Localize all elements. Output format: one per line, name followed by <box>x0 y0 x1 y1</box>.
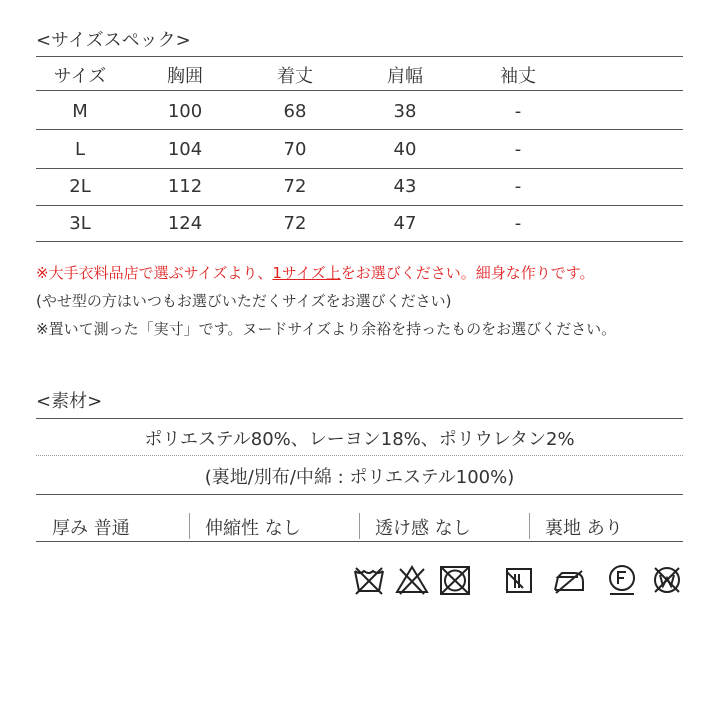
material-sub: (裏地/別布/中綿 : ポリエステル100%) <box>204 467 515 488</box>
table-bottom-rule <box>36 241 683 242</box>
attr-value: なし <box>434 518 471 539</box>
size-note-measurement: ※置いて測った「実寸」です。ヌードサイズより余裕を持ったものをお選びください。 <box>36 320 617 338</box>
table-cell: 2L <box>69 176 91 197</box>
table-cell: L <box>74 139 86 160</box>
attr-separator <box>359 513 360 539</box>
size-spec-heading: <サイズスペック> <box>36 30 191 51</box>
table-cell: 124 <box>167 213 203 234</box>
table-cell: - <box>514 176 522 197</box>
table-top-rule <box>36 56 683 57</box>
no-tumble-dry-icon <box>438 563 472 597</box>
table-cell: 100 <box>167 101 203 122</box>
attr-sheerness <box>375 514 471 540</box>
attr-label: 裏地 <box>545 518 581 539</box>
material-bottom-rule <box>36 494 683 495</box>
table-cell: 104 <box>167 139 203 160</box>
table-cell: 3L <box>69 213 91 234</box>
no-bleach-icon <box>395 563 429 597</box>
table-cell: - <box>514 213 522 234</box>
attributes-bottom-rule <box>36 541 683 542</box>
size-note-highlight <box>36 262 595 283</box>
material-main: ポリエステル80%、レーヨン18%、ポリウレタン2% <box>144 429 575 450</box>
line-dry-shade-icon <box>503 563 537 597</box>
attr-value: あり <box>586 518 623 539</box>
table-cell: 112 <box>167 176 203 197</box>
table-cell: 40 <box>393 139 417 160</box>
no-wash-icon <box>352 563 386 597</box>
table-cell: 72 <box>283 176 307 197</box>
size-note-text: ※大手衣料品店で選ぶサイズより、 <box>36 264 273 282</box>
material-heading: <素材> <box>36 391 103 412</box>
material-divider <box>36 455 683 456</box>
table-cell: 47 <box>393 213 417 234</box>
table-cell: - <box>514 101 522 122</box>
table-row-rule <box>36 129 683 130</box>
column-header-length: 着丈 <box>277 66 313 87</box>
size-note-slim: (やせ型の方はいつもお選びいただくサイズをお選びください) <box>36 292 452 310</box>
attr-label: 透け感 <box>375 518 429 539</box>
attr-lining <box>545 514 623 540</box>
material-top-rule <box>36 418 683 419</box>
table-cell: M <box>72 101 88 122</box>
attr-thickness <box>52 514 130 540</box>
table-cell: 38 <box>393 101 417 122</box>
attr-stretch <box>205 514 301 540</box>
attr-separator <box>189 513 190 539</box>
column-header-shoulder: 肩幅 <box>387 66 423 87</box>
iron-low-icon <box>552 563 586 597</box>
table-cell: 72 <box>283 213 307 234</box>
column-header-sleeve: 袖丈 <box>500 66 536 87</box>
attr-label: 伸縮性 <box>205 518 259 539</box>
size-note-emphasis: 1サイズ上 <box>272 264 341 282</box>
table-cell: 43 <box>393 176 417 197</box>
attr-value: 普通 <box>93 518 130 539</box>
size-note-text: をお選びください。細身な作りです。 <box>340 264 595 282</box>
attr-separator <box>529 513 530 539</box>
table-cell: - <box>514 139 522 160</box>
dry-clean-f-icon <box>605 563 639 597</box>
no-wet-clean-icon <box>650 563 684 597</box>
attr-label: 厚み <box>52 518 88 539</box>
table-header-rule <box>36 90 683 91</box>
table-row-rule <box>36 205 683 206</box>
attr-value: なし <box>264 518 301 539</box>
table-cell: 70 <box>283 139 307 160</box>
column-header-size: サイズ <box>53 66 107 87</box>
table-cell: 68 <box>283 101 307 122</box>
column-header-chest: 胸囲 <box>167 66 203 87</box>
table-row-rule <box>36 168 683 169</box>
